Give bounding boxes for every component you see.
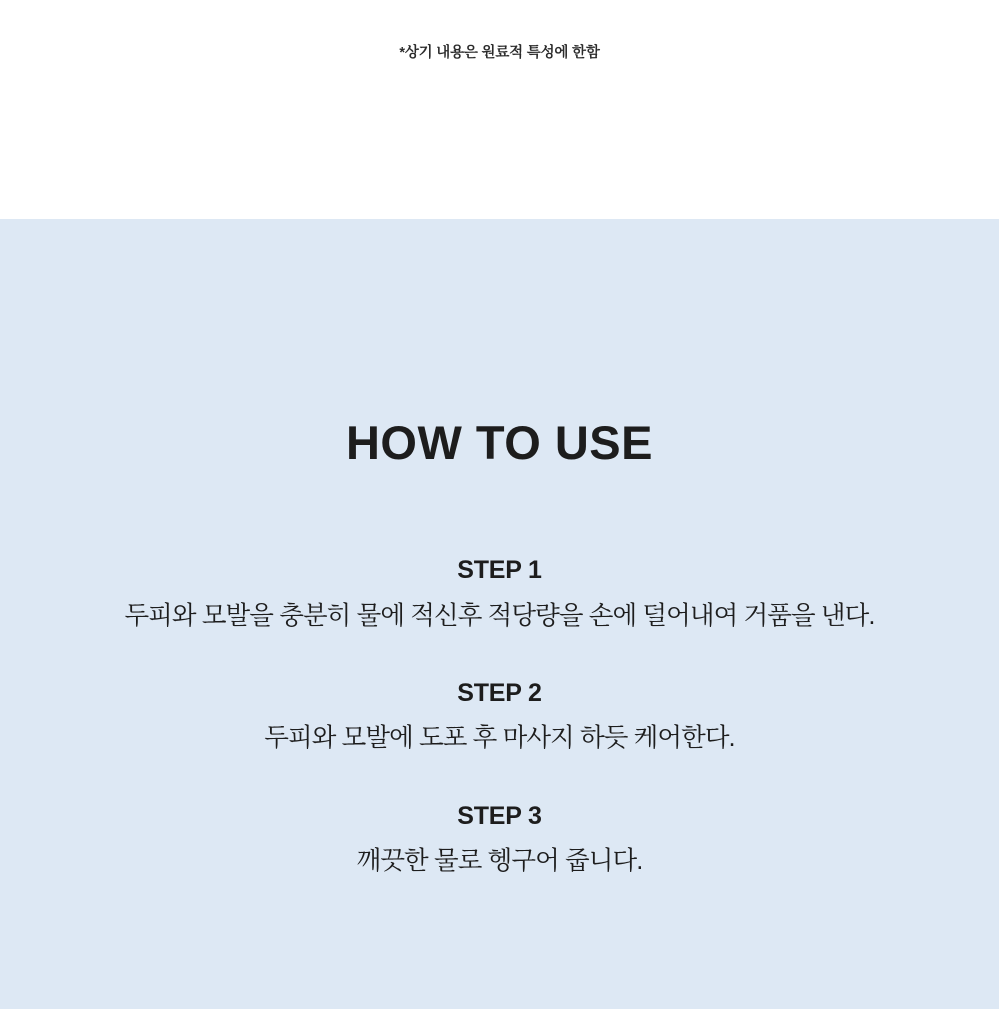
- footnote-section: [0, 0, 999, 219]
- step-list: [0, 554, 999, 923]
- step-description: 두피와 모발을 충분히 물에 적신후 적당량을 손에 덜어내여 거품을 낸다.: [124, 601, 875, 630]
- ingredient-footnote: *상기 내용은 원료적 특성에 한함: [399, 45, 600, 61]
- step-label: STEP 2: [457, 678, 542, 707]
- step-label: STEP 1: [457, 556, 542, 584]
- how-to-use-section: [0, 219, 999, 1009]
- step-label: STEP 3: [457, 801, 542, 830]
- step-description: 깨끗한 물로 헹구어 줍니다.: [356, 847, 643, 876]
- step-item: [0, 677, 999, 756]
- step-item: [0, 554, 999, 633]
- step-description: 두피와 모발에 도포 후 마사지 하듯 케어한다.: [264, 724, 735, 753]
- page-title: HOW TO USE: [345, 416, 654, 469]
- step-item: [0, 800, 999, 879]
